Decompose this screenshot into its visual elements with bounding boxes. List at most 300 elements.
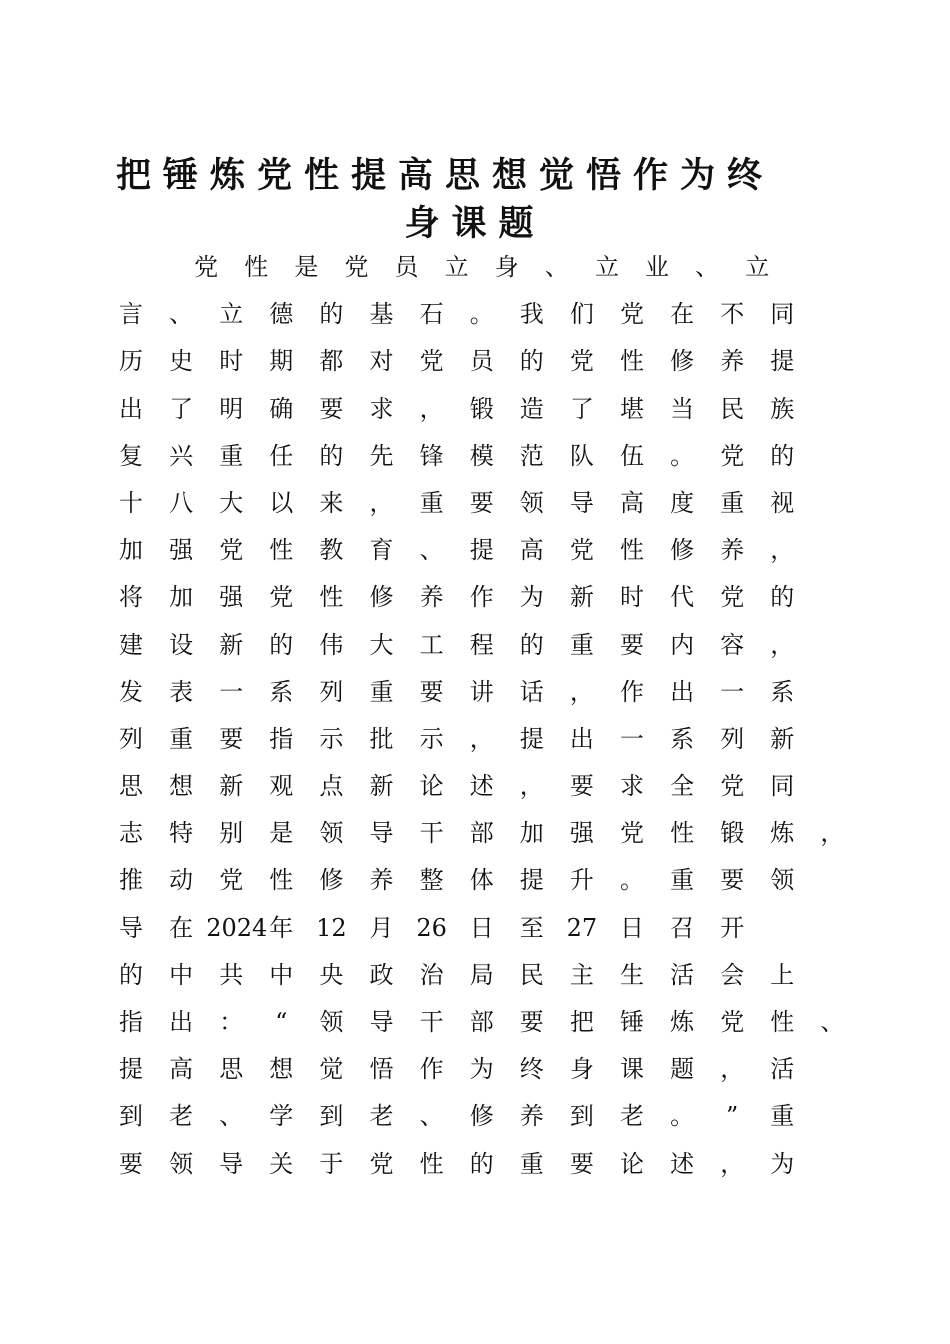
text-glyph: 要 xyxy=(569,772,594,801)
text-glyph: 时 xyxy=(620,583,644,612)
text-glyph: 视 xyxy=(770,488,795,517)
text-glyph: 观 xyxy=(269,772,294,801)
text-glyph: 想 xyxy=(269,1055,294,1084)
text-glyph: 性 xyxy=(670,819,695,848)
text-line xyxy=(0,763,950,810)
text-glyph: ， xyxy=(469,724,494,753)
text-line xyxy=(0,905,950,952)
text-glyph: 加 xyxy=(119,536,143,565)
text-glyph: 的 xyxy=(119,960,143,989)
text-glyph: 党 xyxy=(219,866,244,895)
text-glyph: 重 xyxy=(219,441,244,470)
text-glyph: 出 xyxy=(569,724,594,753)
text-glyph: 了 xyxy=(569,394,594,423)
text-line xyxy=(0,622,950,669)
text-glyph: 模 xyxy=(469,441,494,470)
text-glyph: 列 xyxy=(319,677,344,706)
text-glyph: 党 xyxy=(620,300,644,329)
text-glyph: 要 xyxy=(469,488,494,517)
text-glyph: 要 xyxy=(219,724,244,753)
text-glyph: 都 xyxy=(319,347,344,376)
text-glyph: 业 xyxy=(645,253,670,281)
text-glyph: 不 xyxy=(720,300,745,329)
text-glyph: 性 xyxy=(419,1149,444,1178)
document-title-line-2: 身课题 xyxy=(404,203,546,244)
text-glyph: 要 xyxy=(569,1149,594,1178)
text-glyph: 养 xyxy=(720,347,745,376)
text-glyph: 于 xyxy=(319,1149,344,1178)
text-glyph: 列 xyxy=(720,724,745,753)
text-line xyxy=(0,810,950,857)
text-glyph: ， xyxy=(720,1149,745,1178)
text-glyph: 新 xyxy=(219,772,244,801)
text-glyph: 领 xyxy=(319,1008,344,1036)
text-glyph: 程 xyxy=(469,630,494,659)
text-glyph: 养 xyxy=(419,583,444,612)
text-line xyxy=(0,480,950,527)
text-glyph: 加 xyxy=(169,583,194,612)
text-glyph: 把 xyxy=(569,1008,594,1036)
text-glyph: 德 xyxy=(269,300,294,329)
text-glyph: 民 xyxy=(720,394,745,423)
text-glyph: 指 xyxy=(119,1008,143,1036)
text-glyph: 立 xyxy=(444,253,469,281)
text-glyph: 党 xyxy=(369,1149,394,1178)
text-glyph: 要 xyxy=(419,677,444,706)
text-glyph: 出 xyxy=(670,677,695,706)
text-glyph: 同 xyxy=(770,300,795,329)
text-glyph: 八 xyxy=(169,488,194,517)
text-glyph: 升 xyxy=(569,866,594,895)
text-glyph: 将 xyxy=(119,583,143,612)
text-glyph: 容 xyxy=(720,630,745,659)
text-glyph: 堪 xyxy=(620,394,644,423)
text-line xyxy=(0,386,950,433)
text-line xyxy=(0,1141,950,1188)
text-glyph: ， xyxy=(369,488,394,517)
text-glyph: ， xyxy=(419,394,444,423)
text-glyph: 批 xyxy=(369,724,394,753)
text-glyph: 要 xyxy=(119,1149,143,1178)
text-glyph: 性 xyxy=(269,866,294,895)
text-glyph: 思 xyxy=(119,772,143,801)
text-glyph: 论 xyxy=(419,772,444,801)
text-glyph: 重 xyxy=(569,630,594,659)
text-glyph: 言 xyxy=(119,300,143,329)
text-glyph: 大 xyxy=(219,488,244,517)
text-glyph: ， xyxy=(770,630,795,659)
text-glyph: 中 xyxy=(269,960,294,989)
text-glyph: 性 xyxy=(770,1008,795,1036)
text-glyph: 课 xyxy=(620,1055,644,1084)
text-glyph: 强 xyxy=(169,536,194,565)
text-glyph: 养 xyxy=(519,1102,544,1131)
text-glyph: 身 xyxy=(569,1055,594,1084)
text-glyph: 员 xyxy=(394,253,419,281)
text-glyph: 复 xyxy=(119,441,143,470)
text-glyph: 性 xyxy=(620,536,644,565)
text-glyph: 思 xyxy=(219,1055,244,1084)
text-glyph: 身 xyxy=(494,253,519,281)
text-glyph: 日 xyxy=(469,913,494,942)
text-glyph: 民 xyxy=(519,960,544,989)
text-glyph: 高 xyxy=(519,536,544,565)
text-glyph: 立 xyxy=(745,253,770,281)
text-glyph: 我 xyxy=(519,300,544,329)
text-glyph: ： xyxy=(219,1008,244,1036)
text-glyph: 部 xyxy=(469,1008,494,1036)
text-glyph: 动 xyxy=(169,866,194,895)
text-glyph: 造 xyxy=(519,394,544,423)
text-glyph: 新 xyxy=(369,772,394,801)
text-glyph: 重 xyxy=(369,677,394,706)
text-glyph: 新 xyxy=(219,630,244,659)
text-glyph: 伟 xyxy=(319,630,344,659)
text-glyph: 老 xyxy=(620,1102,644,1131)
text-glyph: 重 xyxy=(670,866,695,895)
text-glyph: 党 xyxy=(720,583,745,612)
text-glyph: 锋 xyxy=(419,441,444,470)
text-line xyxy=(0,433,950,480)
text-glyph: 共 xyxy=(219,960,244,989)
text-glyph: 志 xyxy=(119,819,143,848)
text-glyph: 学 xyxy=(269,1102,294,1131)
text-glyph: 同 xyxy=(770,772,795,801)
text-glyph: 开 xyxy=(720,913,745,942)
text-glyph: 、 xyxy=(219,1102,244,1131)
text-glyph: 一 xyxy=(720,677,745,706)
text-glyph: 石 xyxy=(419,300,444,329)
text-glyph: 性 xyxy=(620,347,644,376)
text-glyph: 题 xyxy=(670,1055,695,1084)
text-glyph: 论 xyxy=(620,1149,644,1178)
text-glyph: 时 xyxy=(219,347,244,376)
text-glyph: 领 xyxy=(770,866,795,895)
text-glyph: 工 xyxy=(419,630,444,659)
text-glyph: 对 xyxy=(369,347,394,376)
text-glyph: 立 xyxy=(594,253,619,281)
text-glyph: 的 xyxy=(770,583,795,612)
text-glyph: “ xyxy=(275,1008,288,1036)
text-line xyxy=(0,291,950,338)
text-glyph: 范 xyxy=(519,441,544,470)
text-glyph: ， xyxy=(770,536,795,565)
text-glyph: 一 xyxy=(219,677,244,706)
text-glyph: 十 xyxy=(119,488,143,517)
text-glyph: 确 xyxy=(269,394,294,423)
text-glyph: 、 xyxy=(695,253,720,281)
text-glyph: 以 xyxy=(269,488,294,517)
text-glyph: 央 xyxy=(319,960,344,989)
text-glyph: 重 xyxy=(419,488,444,517)
text-glyph: 强 xyxy=(569,819,594,848)
text-line xyxy=(0,952,950,999)
text-glyph: 全 xyxy=(670,772,695,801)
text-glyph: 党 xyxy=(569,536,594,565)
text-glyph: 的 xyxy=(469,1149,494,1178)
text-glyph: 主 xyxy=(569,960,594,989)
text-glyph: 特 xyxy=(169,819,194,848)
text-glyph: 员 xyxy=(469,347,494,376)
document-title-line-1: 把锤炼党性提高思想觉悟作为终 xyxy=(116,155,775,196)
text-glyph: 高 xyxy=(620,488,644,517)
text-glyph: 要 xyxy=(519,1008,544,1036)
text-glyph: 性 xyxy=(319,583,344,612)
text-glyph: 伍 xyxy=(620,441,644,470)
text-glyph: 召 xyxy=(670,913,695,942)
text-glyph: 活 xyxy=(670,960,695,989)
text-glyph: 作 xyxy=(469,583,494,612)
text-glyph: 建 xyxy=(119,630,143,659)
text-glyph: 重 xyxy=(770,1102,795,1131)
text-glyph: 。 xyxy=(620,866,644,895)
text-glyph: 日 xyxy=(620,913,644,942)
text-glyph: 导 xyxy=(219,1149,244,1178)
text-glyph: 到 xyxy=(569,1102,594,1131)
text-glyph: 锻 xyxy=(720,819,745,848)
text-glyph: 任 xyxy=(269,441,294,470)
text-glyph: ， xyxy=(720,1055,745,1084)
text-glyph: 治 xyxy=(419,960,444,989)
text-glyph: 干 xyxy=(419,819,444,848)
text-glyph: 想 xyxy=(169,772,194,801)
text-glyph: 干 xyxy=(419,1008,444,1036)
text-glyph: 提 xyxy=(770,347,795,376)
text-glyph: 上 xyxy=(770,960,795,989)
text-glyph: 26 xyxy=(416,913,447,942)
text-glyph: 出 xyxy=(169,1008,194,1036)
text-glyph: 修 xyxy=(670,347,695,376)
text-glyph: 要 xyxy=(319,394,344,423)
text-glyph: 的 xyxy=(519,347,544,376)
text-glyph: 们 xyxy=(569,300,594,329)
text-glyph: 觉 xyxy=(319,1055,344,1084)
text-glyph: 领 xyxy=(169,1149,194,1178)
text-glyph: 锻 xyxy=(469,394,494,423)
text-line xyxy=(0,999,950,1046)
text-glyph: 明 xyxy=(219,394,244,423)
text-glyph: 性 xyxy=(244,253,269,281)
text-glyph: 修 xyxy=(319,866,344,895)
text-glyph: 至 xyxy=(519,913,544,942)
text-glyph: 、 xyxy=(820,1008,845,1036)
text-glyph: 炼 xyxy=(770,819,795,848)
text-glyph: 指 xyxy=(269,724,294,753)
text-glyph: 党 xyxy=(569,347,594,376)
text-glyph: 点 xyxy=(319,772,344,801)
text-glyph: 历 xyxy=(119,347,143,376)
text-glyph: 新 xyxy=(569,583,594,612)
text-glyph: 党 xyxy=(720,1008,745,1036)
text-glyph: 悟 xyxy=(369,1055,394,1084)
text-glyph: 求 xyxy=(369,394,394,423)
text-glyph: 2024 xyxy=(206,913,268,942)
text-glyph: 导 xyxy=(119,913,143,942)
text-glyph: 的 xyxy=(770,441,795,470)
text-glyph: 育 xyxy=(369,536,394,565)
text-line xyxy=(0,244,950,291)
text-glyph: 在 xyxy=(169,913,194,942)
text-glyph: 示 xyxy=(419,724,444,753)
text-glyph: 、 xyxy=(169,300,194,329)
text-glyph: 族 xyxy=(770,394,795,423)
text-glyph: 活 xyxy=(770,1055,795,1084)
text-glyph: 会 xyxy=(720,960,745,989)
text-glyph: 党 xyxy=(620,819,644,848)
text-glyph: 关 xyxy=(269,1149,294,1178)
text-glyph: 老 xyxy=(169,1102,194,1131)
text-glyph: 为 xyxy=(469,1055,494,1084)
text-glyph: 部 xyxy=(469,819,494,848)
text-glyph: 了 xyxy=(169,394,194,423)
text-glyph: 求 xyxy=(620,772,644,801)
text-glyph: 。 xyxy=(670,1102,695,1131)
text-glyph: 别 xyxy=(219,819,244,848)
text-glyph: ， xyxy=(820,819,845,848)
text-glyph: 12 xyxy=(316,913,347,942)
text-glyph: 、 xyxy=(544,253,569,281)
text-glyph: 发 xyxy=(119,677,143,706)
text-glyph: 修 xyxy=(369,583,394,612)
text-glyph: 导 xyxy=(369,1008,394,1036)
text-glyph: 在 xyxy=(670,300,695,329)
text-glyph: 党 xyxy=(269,583,294,612)
text-glyph: 话 xyxy=(519,677,544,706)
text-glyph: ， xyxy=(519,772,544,801)
text-glyph: 设 xyxy=(169,630,194,659)
text-glyph: 强 xyxy=(219,583,244,612)
text-glyph: 、 xyxy=(419,1102,444,1131)
text-glyph: 队 xyxy=(569,441,594,470)
text-glyph: 导 xyxy=(569,488,594,517)
text-glyph: 兴 xyxy=(169,441,194,470)
text-glyph: 生 xyxy=(620,960,644,989)
text-glyph: 示 xyxy=(319,724,344,753)
text-glyph: 度 xyxy=(670,488,695,517)
text-glyph: 年 xyxy=(269,913,294,942)
text-glyph: 系 xyxy=(670,724,695,753)
text-glyph: 推 xyxy=(119,866,143,895)
text-glyph: 政 xyxy=(369,960,394,989)
text-glyph: 的 xyxy=(319,300,344,329)
text-glyph: 体 xyxy=(469,866,494,895)
text-glyph: 系 xyxy=(770,677,795,706)
text-glyph: 重 xyxy=(519,1149,544,1178)
text-glyph: 是 xyxy=(294,253,319,281)
text-glyph: 性 xyxy=(269,536,294,565)
text-glyph: 为 xyxy=(519,583,544,612)
text-glyph: 先 xyxy=(369,441,394,470)
text-glyph: 讲 xyxy=(469,677,494,706)
text-glyph: 党 xyxy=(194,253,219,281)
text-glyph: 述 xyxy=(670,1149,695,1178)
text-glyph: 为 xyxy=(770,1149,795,1178)
text-glyph: 教 xyxy=(319,536,344,565)
text-glyph: 述 xyxy=(469,772,494,801)
text-glyph: 提 xyxy=(519,866,544,895)
text-glyph: 领 xyxy=(319,819,344,848)
text-glyph: 。 xyxy=(670,441,695,470)
text-glyph: 期 xyxy=(269,347,294,376)
text-glyph: 党 xyxy=(720,772,745,801)
text-glyph: 当 xyxy=(670,394,695,423)
text-glyph: 老 xyxy=(369,1102,394,1131)
text-line xyxy=(0,669,950,716)
text-glyph: 党 xyxy=(419,347,444,376)
text-line xyxy=(0,857,950,904)
text-glyph: 一 xyxy=(620,724,644,753)
text-line xyxy=(0,716,950,763)
text-glyph: 来 xyxy=(319,488,344,517)
text-glyph: 基 xyxy=(369,300,394,329)
text-glyph: 出 xyxy=(119,394,143,423)
text-glyph: 重 xyxy=(720,488,745,517)
text-glyph: 27 xyxy=(566,913,598,942)
text-glyph: 高 xyxy=(169,1055,194,1084)
text-glyph: 锤 xyxy=(620,1008,644,1036)
text-glyph: 炼 xyxy=(670,1008,695,1036)
text-line xyxy=(0,574,950,621)
text-glyph: 提 xyxy=(519,724,544,753)
text-glyph: 提 xyxy=(469,536,494,565)
text-glyph: 要 xyxy=(720,866,745,895)
text-line xyxy=(0,1093,950,1140)
text-glyph: 新 xyxy=(770,724,795,753)
text-glyph: 党 xyxy=(720,441,745,470)
text-glyph: 立 xyxy=(219,300,244,329)
text-glyph: 局 xyxy=(469,960,494,989)
text-glyph: 代 xyxy=(670,583,695,612)
text-glyph: 表 xyxy=(169,677,194,706)
text-glyph: 到 xyxy=(119,1102,143,1131)
text-glyph: 重 xyxy=(169,724,194,753)
text-glyph: 养 xyxy=(369,866,394,895)
text-glyph: 导 xyxy=(369,819,394,848)
text-glyph: 是 xyxy=(269,819,294,848)
text-glyph: ” xyxy=(726,1102,739,1131)
text-glyph: 、 xyxy=(419,536,444,565)
text-glyph: 作 xyxy=(620,677,644,706)
text-glyph: 史 xyxy=(169,347,194,376)
text-glyph: 要 xyxy=(620,630,644,659)
text-glyph: 的 xyxy=(269,630,294,659)
body-paragraph xyxy=(0,244,950,1188)
text-glyph: 党 xyxy=(344,253,369,281)
text-glyph: 提 xyxy=(119,1055,143,1084)
text-glyph: 月 xyxy=(369,913,394,942)
text-glyph: 的 xyxy=(519,630,544,659)
text-glyph: 加 xyxy=(519,819,544,848)
text-glyph: 作 xyxy=(419,1055,444,1084)
text-glyph: 中 xyxy=(169,960,194,989)
text-line xyxy=(0,527,950,574)
text-glyph: 大 xyxy=(369,630,394,659)
text-glyph: 系 xyxy=(269,677,294,706)
text-glyph: 领 xyxy=(519,488,544,517)
text-glyph: 列 xyxy=(119,724,143,753)
text-glyph: 养 xyxy=(720,536,745,565)
text-glyph: 修 xyxy=(469,1102,494,1131)
text-glyph: 到 xyxy=(319,1102,344,1131)
text-glyph: 修 xyxy=(670,536,695,565)
text-glyph: 党 xyxy=(219,536,244,565)
text-glyph: 整 xyxy=(419,866,444,895)
text-glyph: 。 xyxy=(469,300,494,329)
text-glyph: 内 xyxy=(670,630,695,659)
text-line xyxy=(0,338,950,385)
text-glyph: 终 xyxy=(519,1055,544,1084)
text-glyph: 的 xyxy=(319,441,344,470)
